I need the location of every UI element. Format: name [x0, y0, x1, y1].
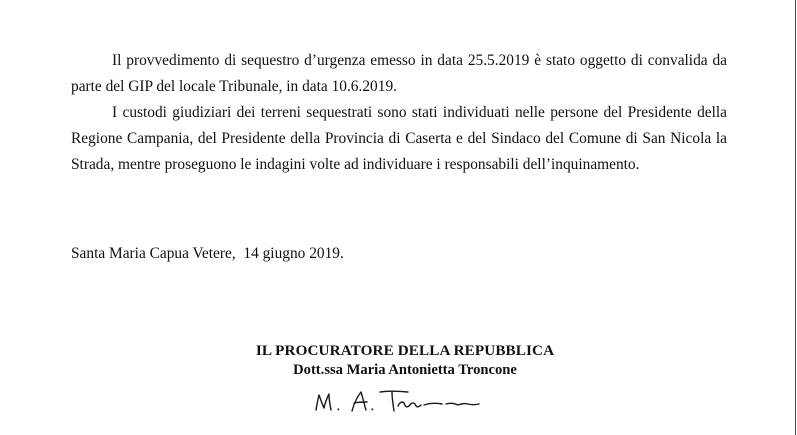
page-edge-line [795, 0, 796, 435]
place-and-date: Santa Maria Capua Vetere, 14 giugno 2019. [71, 245, 344, 262]
signatory-name: Dott.ssa Maria Antonietta Troncone [293, 362, 517, 378]
paragraph-sequestro-convalida: Il provvedimento di sequestro d’urgenza emesso in data 25.5.2019 è stato oggetto di convalida da parte del GIP del locale Tribunale, in data 10.6.2019. [71, 52, 727, 95]
signatory-role: IL PROCURATORE DELLA REPUBBLICA [255, 342, 555, 359]
handwritten-signature [312, 384, 484, 420]
paragraph-custodi-giudiziari: I custodi giudiziari dei terreni sequestrati sono stati individuati nelle persone del Presidente della Regione Campania, del Presidente della Provincia di Caserta e del Sindaco del Comune di San Nicola la Strada, mentre proseguono le indagini volte ad individuare i responsabili dell’inquinamento. [71, 104, 727, 173]
signature-block [200, 340, 610, 380]
